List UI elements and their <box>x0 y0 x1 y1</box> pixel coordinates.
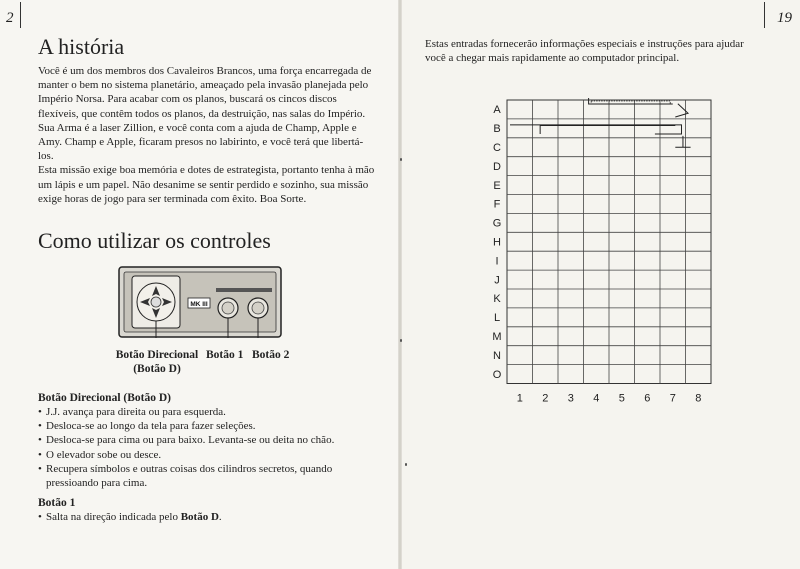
caption-button-2: Botão 2 <box>252 349 290 361</box>
grid-row-label: A <box>493 104 501 117</box>
grid-row-label: B <box>493 123 501 136</box>
grid-row-label: D <box>493 160 501 173</box>
list-item: • Desloca-se para cima ou para baixo. Levanta-se ou deita no chão. <box>38 434 335 447</box>
section-directional-list <box>38 405 378 490</box>
grid-row-label: C <box>493 142 501 155</box>
historia-paragraph: Você é um dos membros dos Cavaleiros Brancos, uma força encarregada de manter o bem no sistema planetário, ameaçado pela invasão planejada pelo Império Norsa. Para acabar com os planos, buscará os cincos discos flexíveis, que contêm todos os planos, da destruição, nas salas do Império. <box>38 65 372 120</box>
print-speck <box>400 339 402 342</box>
grid-column-label: 4 <box>593 392 600 405</box>
caption-directional-line1: Botão Direcional <box>115 349 199 361</box>
historia-paragraph: Esta missão exige boa memória e dotes de estrategista, portanto tenha à mão um lápis e um papel. Não desanime se sentir perdido e sozinho, sua missão exige horas de jogo para ser terminada com êxito. Boa Sorte. <box>38 164 375 205</box>
grid-column-label: 2 <box>542 392 549 405</box>
grid-column-label: 5 <box>618 392 625 405</box>
grid-row-label: M <box>492 331 502 344</box>
print-speck <box>400 158 402 161</box>
map-route-sketch <box>540 126 675 135</box>
left-page-number: 2 <box>6 10 14 26</box>
list-item: • Desloca-se ao longo da tela para fazer seleções. <box>38 420 256 433</box>
controller-logo: MK III <box>190 301 208 308</box>
map-grid <box>480 95 720 405</box>
left-page-marker <box>20 2 21 28</box>
button-2-icon <box>248 298 268 318</box>
map-route-sketch <box>510 125 682 134</box>
list-item: • O elevador sobe ou desce. <box>38 448 162 461</box>
grid-row-label: L <box>493 312 501 325</box>
controller-illustration <box>118 266 282 338</box>
grid-column-label: 3 <box>567 392 574 405</box>
grid-column-label: 6 <box>644 392 651 405</box>
controles-title: Como utilizar os controles <box>38 228 271 253</box>
grid-row-label: E <box>493 179 501 192</box>
caption-directional-line2: (Botão D) <box>133 363 181 375</box>
button-1-icon <box>218 298 238 318</box>
right-page-number: 19 <box>777 10 792 26</box>
grid-row-label: N <box>493 349 501 362</box>
section-directional-title: Botão Direcional (Botão D) <box>38 392 171 404</box>
historia-paragraph: Sua Arma é a laser Zillion, e você conta com a ajuda de Champ, Apple e Amy. Champ e Apple, ficaram presos no labirinto, e você terá que libertá-los. <box>38 121 364 163</box>
historia-text <box>38 64 378 206</box>
map-intro-text: Estas entradas fornecerão informações especiais e instruções para ajudar você a chegar mais rapidamente ao computador principal. <box>425 38 744 65</box>
grid-row-label: K <box>493 293 501 306</box>
grid-column-label: 1 <box>516 392 523 405</box>
right-page-marker <box>764 2 765 28</box>
caption-directional <box>108 348 206 376</box>
grid-row-label: G <box>492 217 502 230</box>
list-item: • Salta na direção indicada pelo Botão D. <box>38 511 222 523</box>
list-item: • Recupera símbolos e outras coisas dos cilindros secretos, quando pressioando para cima. <box>38 462 333 490</box>
historia-title: A história <box>38 34 125 59</box>
grid-column-label: 7 <box>669 392 676 405</box>
list-item: • J.J. avança para direita ou para esquerda. <box>38 406 226 418</box>
caption-button-1: Botão 1 <box>206 349 244 361</box>
grid-row-label: J <box>494 274 500 287</box>
grid-row-label: F <box>493 198 501 211</box>
dpad-icon <box>132 276 180 328</box>
map-route-sketch <box>675 104 688 117</box>
grid-row-label: H <box>493 236 501 249</box>
grid-row-label: O <box>492 368 502 381</box>
section-button1-title: Botão 1 <box>38 497 76 509</box>
print-speck <box>405 463 407 466</box>
grid-row-label: I <box>495 255 499 268</box>
section-button1-list <box>38 510 378 524</box>
grid-column-label: 8 <box>695 392 702 405</box>
